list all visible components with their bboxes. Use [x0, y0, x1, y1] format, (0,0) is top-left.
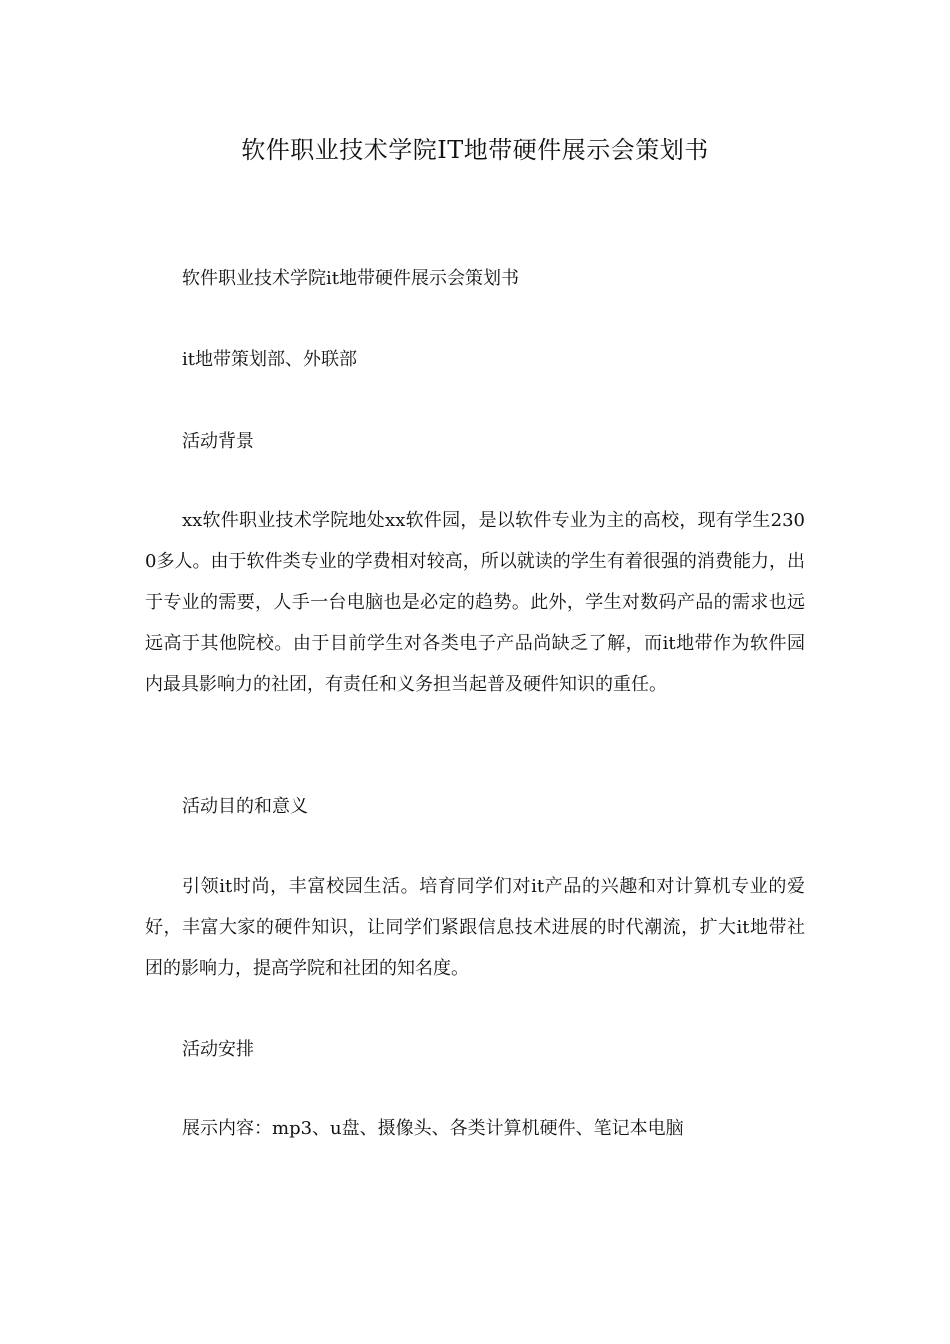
- subtitle-paragraph: 软件职业技术学院it地带硬件展示会策划书: [182, 268, 519, 289]
- exhibit-content-paragraph: 展示内容：mp3、u盘、摄像头、各类计算机硬件、笔记本电脑: [182, 1118, 684, 1139]
- department-paragraph: it地带策划部、外联部: [182, 349, 357, 370]
- section-heading-purpose: 活动目的和意义: [182, 796, 308, 817]
- section-heading-background: 活动背景: [182, 431, 254, 452]
- purpose-paragraph: 引领it时尚，丰富校园生活。培育同学们对it产品的兴趣和对计算机专业的爱好，丰富大家的硬件知识，让同学们紧跟信息技术进展的时代潮流，扩大it地带社团的影响力，提高学院和社团的知名度。: [145, 876, 805, 979]
- background-paragraph: xx软件职业技术学院地处xx软件园，是以软件专业为主的高校，现有学生2300多人。由于软件类专业的学费相对较高，所以就读的学生有着很强的消费能力，出于专业的需要，人手一台电脑也是必定的趋势。此外，学生对数码产品的需求也远远高于其他院校。由于目前学生对各类电子产品尚缺乏了解，而it地带作为软件园内最具影响力的社团，有责任和义务担当起普及硬件知识的重任。: [145, 510, 805, 695]
- document-title: 软件职业技术学院IT地带硬件展示会策划书: [241, 136, 709, 164]
- section-heading-arrangement: 活动安排: [182, 1039, 254, 1060]
